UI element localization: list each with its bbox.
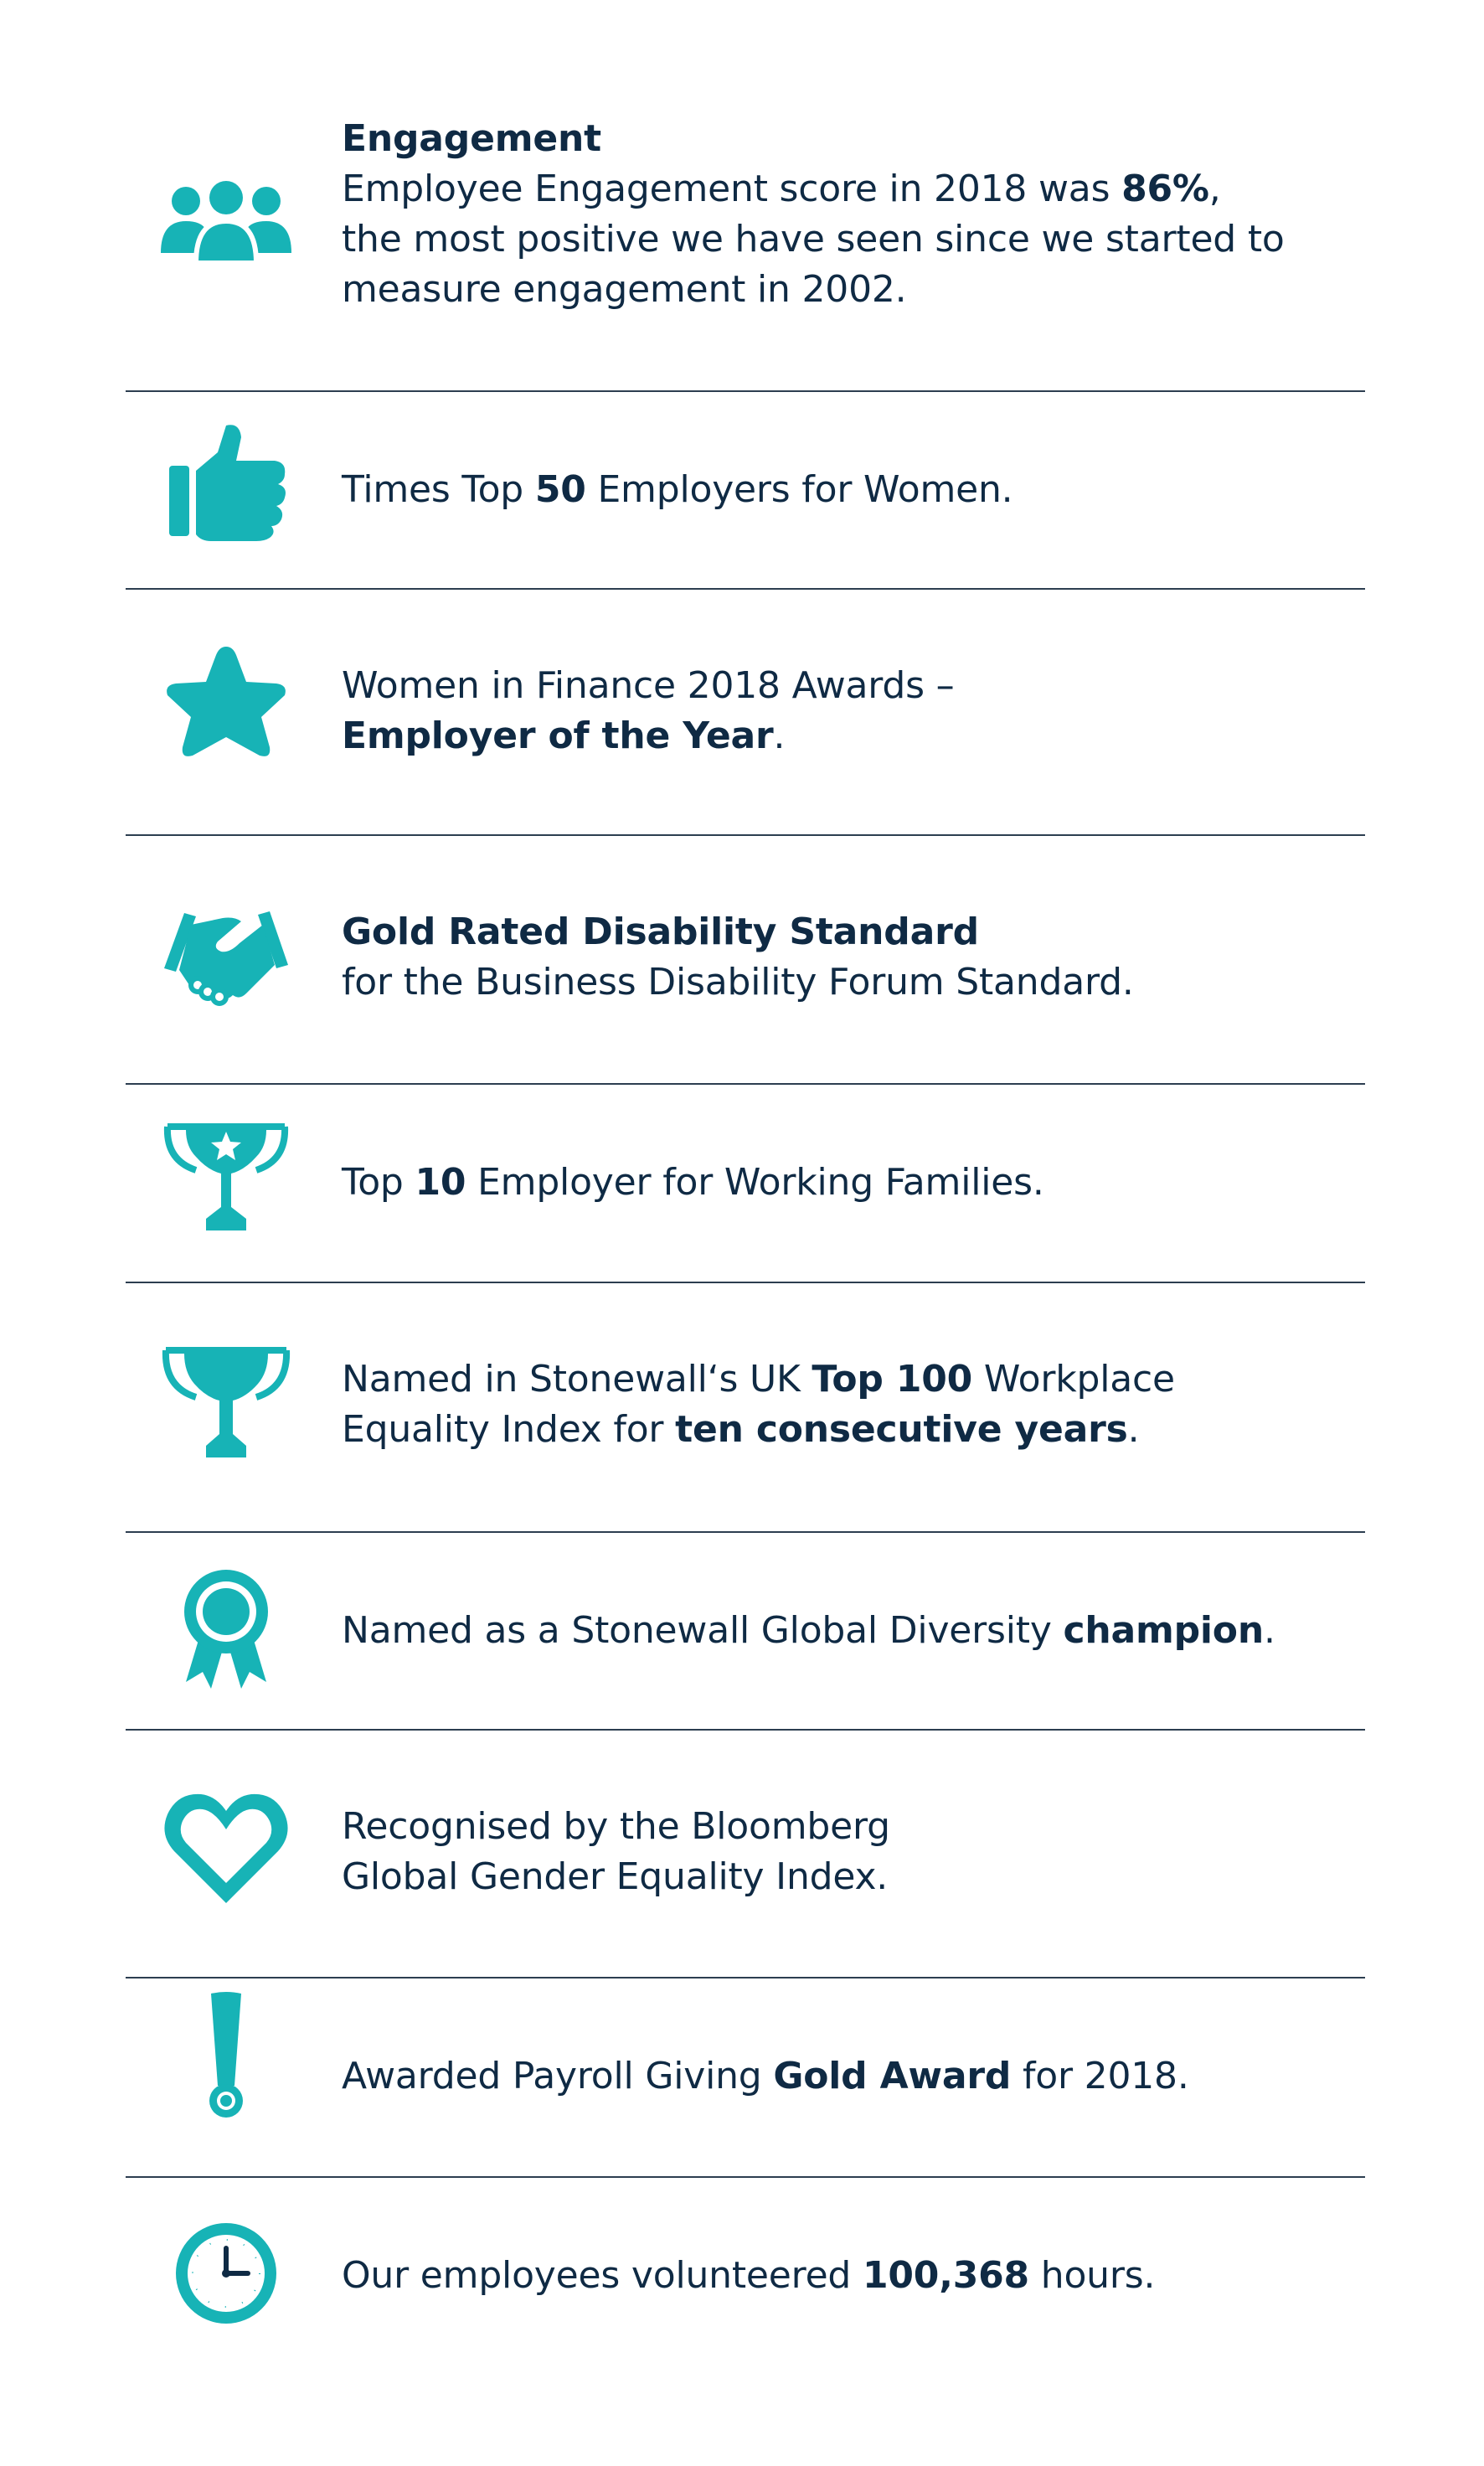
bloomberg-item <box>126 1732 1365 1975</box>
divider <box>126 2176 1365 2178</box>
stonewall-line-1-pre: Named in Stonewall‘s UK <box>342 1358 812 1401</box>
volunteer-hours: 100,368 <box>862 2254 1029 2297</box>
divider <box>126 1729 1365 1731</box>
engagement-line-3: measure engagement in 2002. <box>342 268 907 311</box>
stonewall-top-100-item <box>126 1285 1365 1528</box>
employer-of-the-year: Employer of the Year <box>342 715 774 757</box>
divider <box>126 1083 1365 1085</box>
divider <box>126 1977 1365 1978</box>
gold-award: Gold Award <box>773 2055 1012 2097</box>
engagement-text <box>342 114 1365 315</box>
diversity-champion-text <box>342 1606 1365 1656</box>
times-top-50-pre: Times Top <box>342 468 535 511</box>
champion: champion <box>1063 1609 1264 1652</box>
volunteering-text <box>342 2251 1365 2301</box>
bloomberg-text <box>342 1802 1365 1902</box>
working-families-text <box>342 1158 1365 1208</box>
divider <box>126 588 1365 590</box>
women-in-finance-item <box>126 591 1365 834</box>
handshake-icon <box>159 888 293 1022</box>
diversity-champion-pre: Named as a Stonewall Global Diversity <box>342 1609 1064 1652</box>
heart-icon <box>159 1782 293 1917</box>
divider <box>126 1531 1365 1533</box>
thumbs-up-icon <box>159 419 293 553</box>
working-families-post: Employer for Working Families. <box>466 1161 1044 1204</box>
diversity-champion-item <box>126 1535 1365 1727</box>
rosette-icon <box>159 1560 293 1694</box>
engagement-item <box>126 109 1365 327</box>
payroll-giving-post: for 2018. <box>1011 2055 1189 2097</box>
working-families-pre: Top <box>342 1161 415 1204</box>
working-families-item <box>126 1086 1365 1279</box>
bloomberg-line-2: Global Gender Equality Index. <box>342 1855 889 1898</box>
engagement-line-2: the most positive we have seen since we started to <box>342 218 1285 261</box>
women-in-finance-post: . <box>773 715 786 757</box>
engagement-line-1 <box>342 164 1365 214</box>
times-top-50-text <box>342 465 1365 515</box>
volunteering-pre: Our employees volunteered <box>342 2254 863 2297</box>
divider <box>126 390 1365 392</box>
bloomberg-line-1: Recognised by the Bloomberg <box>342 1805 890 1848</box>
stonewall-line-1-post: Workplace <box>972 1358 1175 1401</box>
diversity-champion-post: . <box>1263 1609 1275 1652</box>
divider <box>126 834 1365 836</box>
star-icon <box>159 642 293 776</box>
people-group-icon <box>159 159 293 293</box>
working-families-number: 10 <box>415 1161 466 1204</box>
divider <box>126 1282 1365 1283</box>
stonewall-top-100-text <box>342 1354 1365 1455</box>
times-top-50-item <box>126 394 1365 586</box>
times-top-50-post: Employers for Women. <box>585 468 1013 511</box>
engagement-line-1-pre: Employee Engagement score in 2018 was <box>342 168 1122 210</box>
ten-consecutive-years: ten consecutive years <box>675 1408 1128 1451</box>
payroll-giving-text <box>342 2051 1365 2102</box>
disability-standard-item <box>126 838 1365 1081</box>
stonewall-line-2-post: . <box>1127 1408 1140 1451</box>
clock-icon <box>159 2206 293 2340</box>
medal-icon <box>159 1992 293 2126</box>
stonewall-top-100: Top 100 <box>812 1358 973 1401</box>
women-in-finance-line-1: Women in Finance 2018 Awards – <box>342 664 955 707</box>
payroll-giving-pre: Awarded Payroll Giving <box>342 2055 774 2097</box>
trophy-star-icon <box>159 1112 293 1246</box>
disability-standard-line-2: for the Business Disability Forum Standard. <box>342 961 1134 1003</box>
engagement-score: 86% <box>1121 168 1209 210</box>
engagement-line-1-post: , <box>1208 168 1221 210</box>
stonewall-line-2-pre: Equality Index for <box>342 1408 676 1451</box>
disability-standard-text <box>342 907 1365 1008</box>
volunteering-post: hours. <box>1028 2254 1156 2297</box>
trophy-icon <box>159 1335 293 1469</box>
times-top-50-number: 50 <box>534 468 586 511</box>
volunteering-item <box>126 2180 1365 2381</box>
payroll-giving-item <box>126 1980 1365 2173</box>
women-in-finance-text <box>342 661 1365 761</box>
gold-rated-disability-standard: Gold Rated Disability Standard <box>342 911 979 953</box>
engagement-heading: Engagement <box>342 117 601 160</box>
